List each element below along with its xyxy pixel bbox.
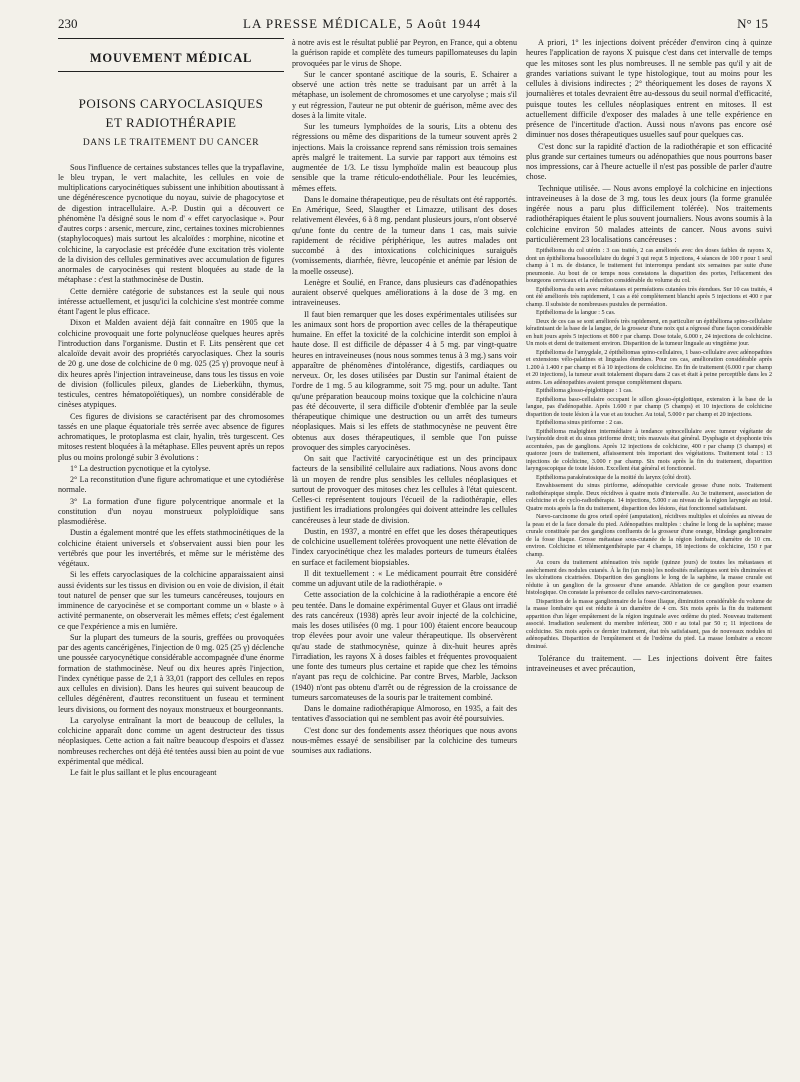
paragraph: Le fait le plus saillant et le plus encourageant	[70, 768, 217, 777]
column-1	[58, 38, 284, 1068]
case-paragraph: Disparition de la masse ganglionnaire de la fosse iliaque, diminution considérable du volume de la masse lombaire qui est réduite à un diamètre de 4 cm. Six mois après la fin du traitement apparition d'un léger empâtement de la région inguinale avec œdème du pied. Nouveau traitement associé. Irradiation seulement du membre inférieur, 300 r au total par 50 r; 11 injections de colchicine. Six mois après ce dernier traitement, état très satisfaisant, pas de nouveaux nodules ni adénopathies. Disparition de l'empâtement et de l'œdème du pied. La masse lombaire a encore diminué.	[526, 598, 772, 650]
paragraph: Lenègre et Soulié, en France, dans plusieurs cas d'adénopathies auraient observé quelques améliorations à la dose de 3 mg. en intraveineuses.	[292, 277, 517, 308]
case-paragraph: Epithélioma glosso-épiglottique : 1 cas.	[536, 388, 633, 394]
article-title-line-1: POISONS CARYOCLASIQUES	[78, 96, 264, 112]
case-paragraph: Nævo-carcinome du gros orteil opéré (amputation), récidives multiples et ulcérées au niveau de la peau et de la face dorsale du pied. Adénopathies multiples : chaîne le long de la saphène; masse crurale constituée par des ganglions confluents de la grosseur d'une orange, blindage ganglionnaire de la fosse iliaque. Grosse métastase sous-cutanée de la région lombaire, diamètre de 10 cm. environ. Colchicine et télémentgenthérapie par 4 champs, 18 injections de colchicine, 150 r par champ.	[526, 514, 772, 558]
paragraph: Si les effets caryoclasiques de la colchicine apparaissaient ainsi aussi évidents sur les tissus en division ou en voie de division, il était tout naturel de penser que sur les tumeurs cancéreuses, toujours en imminence de caryocinèse et se comportant comme un « blaste » à activité permanente, on observerait les mêmes effets; c'est également ce que l'expérience a mis en lumière.	[58, 570, 284, 631]
paragraph: Sur les tumeurs lymphoïdes de la souris, Lits a obtenu des régressions ou même des disparitions de la tumeur souvent après 2 injections. Mais la croissance reprend sans rémission trois semaines après malgré le traitement. La survie par rapport aux témoins est augmentée de 1/3. Le tissu lymphoïde malin est beaucoup plus sensible que la trame réticulo-endothéliale. Pour les leucémies, mêmes effets.	[292, 122, 517, 193]
page-number: 230	[58, 16, 78, 31]
paragraph: Dans le domaine thérapeutique, peu de résultats ont été rapportés. En Amérique, Seed, Slaugther et Limazze, utilisant des doses relativement élevées, 6 à 8 mg. pendant plusieurs jours, n'ont observé qu'une fonte du centre de la tumeur dans 1 cas, mais suivie rapidement de récidive périphérique, les autres malades ont succombé à des intoxications colchiciniques suraiguës (vomissements, diarrhée, fièvre, leucopénie et anémie par lésion de la moelle osseuse).	[292, 194, 517, 276]
article-subtitle: DANS LE TRAITEMENT DU CANCER	[82, 138, 260, 149]
case-paragraph: Epithélioma du sein avec métastases et perméations cutanées très étendues. Sur 10 cas traités, 4 ont été améliorés très rapidement, 1 cas a été complètement blanchi après 5 injections et 400 r par champ. Il subsiste de nombreuses pustules de perméation.	[526, 286, 772, 308]
case-paragraph: Epithélioma baso-cellulaire occupant le sillon glosso-épiglottique, extension à la base de la langue, pas d'adénopathie. Après 1.600 r par champ (5 champs) et 10 injections de colchicine disparition de toute lésion à la vue et au toucher. Au total, 5.000 r par champ et 20 injections.	[526, 396, 772, 418]
column-3	[526, 38, 772, 1068]
case-paragraph: Epithélioma parakératosique de la moitié du larynx (côté droit).	[536, 474, 692, 481]
paragraph: C'est donc sur des fondements assez théoriques que nous avons nous-mêmes essayé de sensibiliser par la colchicine des tumeurs soumises aux radiations.	[292, 725, 517, 755]
paragraph: C'est donc sur la rapidité d'action de la radiothérapie et son efficacité plus grande sur certaines tumeurs ou adénopathies que nous pourrons baser nos impressions, car à l'heure actuelle il n'est pas possible de parler d'autre chose.	[526, 141, 772, 182]
column-2	[292, 38, 517, 1068]
case-paragraph: Epithélioma du col utérin : 3 cas traités, 2 cas améliorés avec des doses faibles de rayons X, dont un épithélioma basocellulaire du degré 3 qui reçut 5 injections, 4 séances de 100 r pour 1 seul champ à 1 m. de distance, le traitement fut interrompu pendant six semaines par suite d'une pneumonie. Au bout de ce temps nous constatons la disparition des portes, l'effacement des bourgeons cervicaux et la réduction considérable du volume du col.	[526, 248, 772, 284]
paragraph: On sait que l'activité caryocinétique est un des principaux facteurs de la sensibilité cellulaire aux radiations. Nous avons donc là un moyen de rendre plus sensibles les cellules néoplasiques et surtout de provoquer des mitoses chez les cellules à l'état quiescent. Celles-ci représentent toujours l'écueil de la radiothérapie, elles justifient les irradiations prolongées qui doivent atteindre les cellules cancéreuses à leur stade de division.	[292, 454, 517, 525]
paragraph: Ces figures de divisions se caractérisent par des chromosomes tassés en une plaque équatoriale très serrée avec absence de figures achromatiques, le protoplasma est clair, hyalin, très turgescent. Ces mitoses restent bloquées à la métaphase. Elles peuvent après un repos plus ou moins prolongé subir 3 évolutions :	[58, 411, 284, 462]
paragraph: Sur le cancer spontané ascitique de la souris, E. Schairer a observé une action très nette se traduisant par un arrêt à la métaphase, un isolement de chromosomes et une caryolyse ; mais s'il y eut régression, l'auteur ne put obtenir de guérison, même avec des doses à la limite vitale.	[292, 69, 517, 120]
case-paragraph: Au cours du traitement atténuation très rapide (quinze jours) de toutes les métastases et assèchement des nodules cutanés. À la fin (un mois) les nodosités mélaniques sont très diminuées et les ulcérations cicatrisées. Disparition des ganglions le long de la saphène, la masse crurale est réduite à un ganglion de la grosseur d'une amande. Ablation de ce ganglion pour examen histologique. On constate la présence de cellules nævo-carcinomateuses.	[526, 560, 772, 596]
paragraph: Tolérance du traitement. — Les injections doivent être faites intraveineuses et avec précaution,	[526, 654, 772, 674]
article-title-line-2: ET RADIOTHÉRAPIE	[105, 115, 237, 131]
paragraph: Technique utilisée. — Nous avons employé la colchicine en injections intraveineuses à la dose de 3 mg. tous les deux jours (la forme granulée ingérée nous a paru plus difficilement tolérée). Nos traitements radiothérapiques étaient le plus souvent journaliers. Nous avons soumis à la colchicine environ 50 malades atteints de cancer. Nous avons suivi particulièrement 23 localisations cancéreuses :	[526, 183, 772, 244]
paragraph: Sur la plupart des tumeurs de la souris, greffées ou provoquées par des agents cancérigènes, l'injection de 0 mg. 025 (25 γ) déclenche une poussée caryocynétique considérable accompagnée d'une énorme formation de stathmocinèse. Neuf ou dix heures après l'injection, l'index cynétique passe de 2,1 à 33,01 (rapport des cellules en repos aux cellules en division). Dans les heures qui suivent beaucoup de cellules dégénèrent, d'autres reconstituent un fuseau et terminent leurs divisions, ou forment des noyaux monstrueux et bourgeonnants.	[58, 632, 284, 714]
paragraph: Cette dernière catégorie de substances est la seule qui nous intéresse actuellement, et jusqu'ici la colchicine s'est montrée comme étant l'agent le plus efficace.	[58, 286, 284, 316]
paragraph: Dustin a également montré que les effets stathmocinétiques de la colchicine étaient universels et s'observaient aussi bien pour les vertébrés que pour les invertébrés, et même sur le méristème des végétaux.	[58, 528, 284, 568]
case-paragraph: Epithélioma de la langue : 5 cas.	[536, 310, 616, 316]
journal-title: LA PRESSE MÉDICALE, 5 Août 1944	[243, 16, 482, 31]
paragraph: Cette association de la colchicine à la radiothérapie a encore été peu tentée. Dans le domaine expérimental Guyer et Glaus ont irradié des rats cancéreux (1938) après leur avoir injecté de la colchicine, mais les doses utilisées (0 mg. 1 pour 100) étaient encore beaucoup trop élevées pour avoir une valeur thérapeutique. Ils observèrent qu'au stade de stathmocynèse, quinze à dix-huit heures après l'irradiation, les rayons X à doses faibles et fréquentes provoquaient une fonte des tumeurs plus certaine et rapide que chez les témoins n'ayant pas reçu de colchicine. Par contre Brves, Marble, Jackson (1940) n'ont pas obtenu d'arrêt ou de régression de la croissance de tumeurs sarcomateuses de la souris par le traitement combiné.	[292, 590, 517, 702]
paragraph: Sous l'influence de certaines substances telles que la trypaflavine, le bleu trypan, le vert malachite, les cellules en voie de multiplications caryocinétiques subissent une inhibition aboutissant à une dégénérescence pycnotique du noyau, suivie de phagocytose et de digestion intracellulaire. A.-P. Dustin qui a découvert ce phénomène l'a désigné sous le nom d' « effet caryoclasique ». Pour d'autres corps : arsenic, mercure, zinc, certaines toxines microbiennes (staphylocoques) mais surtout les alcaloïdes : morphine, nicotine et colchicine, la caryoclasie est précédée d'une excitation très violente de la division des cellules germinatives avec accumulation de figures anormales de caryocinèses qui restent bloquées au stade de la métaphase : c'est la stathmocinèse de Dustin.	[58, 162, 284, 285]
section-rubric: MOUVEMENT MÉDICAL	[58, 38, 284, 72]
issue-number: N° 15	[737, 16, 768, 31]
case-paragraph: Epithélioma malpighien intermédiaire à tendance spinocellulaire avec tumeur végétante de l'aryténoïde droit et du sinus piriforme droit; très mauvais état général. Dysphagie et dysphonie très accentuées, pas de ganglions. Après 12 injections de colchicine, 400 r par champ (3 champs) et quatorze jours de traitement, affaissement très important des végétations. Traitement total : 13 injections de colchicine, 3.000 r par champ. Six mois après la fin du traitement, disparition laryngoscopique de toute lésion. Excellent état général et fonctionnel.	[526, 428, 772, 472]
paragraph: 2° La reconstitution d'une figure achromatique et une cytodiérèse normale.	[58, 475, 284, 495]
page-header	[58, 14, 768, 36]
case-paragraph: Envahissement du sinus piriforme, adénopathie cervicale grosse d'une noix. Traitement radiothérapique simple. Deux récidives à quatre mois d'intervalle. Au 3e traitement, association de colchicine et de cyclo-radiothérapie. 14 injections, 5.000 r au niveau de la région laryngée au total. Quatre mois après la fin du traitement, disparition des lésions, état fonctionnel satisfaisant.	[526, 483, 772, 512]
case-paragraph: Epithélioma sinus piriforme : 2 cas.	[536, 420, 623, 426]
paragraph: 3° La formation d'une figure polycentrique anormale et la constitution d'un noyau monstrueux polyploïdique sans plasmodiérèse.	[58, 496, 284, 526]
paragraph: à notre avis est le résultat publié par Peyron, en France, qui a obtenu la guérison rapide et complète des tumeurs papillomateuses du lapin provoquées par le virus de Shope.	[292, 38, 517, 68]
paragraph: 1° La destruction pycnotique et la cytolyse.	[70, 463, 211, 473]
paragraph: Dans le domaine radiothérapique Almoroso, en 1935, a fait des tentatives d'association qui ne semblent pas avoir été poursuivies.	[292, 704, 517, 724]
paragraph: Il faut bien remarquer que les doses expérimentales utilisées sur les animaux sont hors de proportion avec celles de la thérapeutique humaine. En effet la toxicité de la colchicine interdit son emploi à haute dose. Il est difficile de dépasser 4 à 5 mg. par vingt-quatre heures en intraveineuses (nous nous sommes tenus à 3 mg.) sans voir apparaître de phénomènes d'intolérance, digestifs, cardiaques ou nerveux. Or, les doses utilisées par Dustin sur l'animal étaient de l'ordre de 1 mg. 5 au kilogramme, soit 75 mg. pour un adulte. Tant qu'une préparation beaucoup moins toxique que la colchicine n'aura pas été découverte, il sera difficile d'obtenir d'emblée par la seule thérapeutique chimique une destruction ou un arrêt des tumeurs néoplasiques. Mais si les effets de stathmocynèse ne peuvent être obtenus aux doses thérapeutiques, il semble que l'on puisse provoquer des simples caryocinèses.	[292, 309, 517, 452]
paragraph: La caryolyse entraînant la mort de beaucoup de cellules, la colchicine apparaît donc comme un agent destructeur des tissus néoplasiques. Cette action a fait naître beaucoup d'espoirs et d'assez nombreuses recherches ont déjà été tentées aussi bien au point de vue expérimental que médical.	[58, 715, 284, 766]
paragraph: Dixon et Malden avaient déjà fait connaître en 1905 que la colchicine provoquait une forte polynucléose quelques heures après l'introduction dans l'organisme. Dustin et F. Lits pensèrent que cet alcaloïde devait avoir des propriétés caryoclasiques. Chez la souris de 20 g. une dose de colchicine de 0 mg. 025 (25 γ) provoque neuf à dix heures après l'injection intraveineuse, dans tous les tissus en voie de division (follicules pileux, glandes de Lieberkühn, thymus, testicules, centres hématopoïétiques), un nombre considérable de cinèses atypiques.	[58, 318, 284, 410]
paragraph: A priori, 1° les injections doivent précéder d'environ cinq à quinze heures l'application de rayons X puisque c'est dans cet intervalle de temps que les mitoses sont les plus nombreuses. Il ne semble pas qu'il y ait de grandes variations suivant le type histologique, tout au moins pour les cellules à divisions indirectes ; 2° théoriquement les doses de rayons X journalières et totales devraient être au-dessous du seuil normal d'efficacité, puisque toutes les cellules néoplasiques entrent en mitoses. Il est actuellement difficile d'exposer des malades à une telle expérience en présence de l'incertitude d'action. Aussi nous n'avons pas encore osé diminuer nos doses thérapeutiques usuelles sauf pour quelques cas.	[526, 38, 772, 140]
case-paragraph: Epithélioma de l'amygdale, 2 épithéliomas spino-cellulaires, 1 baso-cellulaire avec adénopathies et extensions vélo-palatines et linguales étendues. Pour ces cas, amélioration considérable après 1.200 à 1.400 r par champ et 8 à 10 injections de colchicine. En fin de traitement (6.000 r par champ et 20 injections), la tumeur avait totalement disparu dans 2 cas et était à peine perceptible dans les 2 autres. Les adénopathies avaient presque complètement disparu.	[526, 349, 772, 386]
paragraph: Dustin, en 1937, a montré en effet que les doses thérapeutiques de colchicine usuellement tolérées provoquent une nette élévation de l'index caryocinétique chez les malades porteurs de tumeurs étalées en surface et facilement biopsiables.	[292, 526, 517, 567]
case-list	[526, 248, 772, 651]
paragraph: Il dit textuellement : « Le médicament pourrait être considéré comme un adjuvant utile de la radiothérapie. »	[292, 568, 517, 588]
case-paragraph: Deux de ces cas se sont améliorés très rapidement, en particulier un épithélioma spino-cellulaire kératinisant de la base de la langue, de la grosseur d'une noix qui a régressé d'une façon considérable en huit jours après 5 injections et 800 r par champ. Dose totale, 6.000 r, 24 injections de colchicine. Un mois et demi de traitement environ. Disparition de la tumeur linguale au vingtième jour.	[526, 318, 772, 347]
